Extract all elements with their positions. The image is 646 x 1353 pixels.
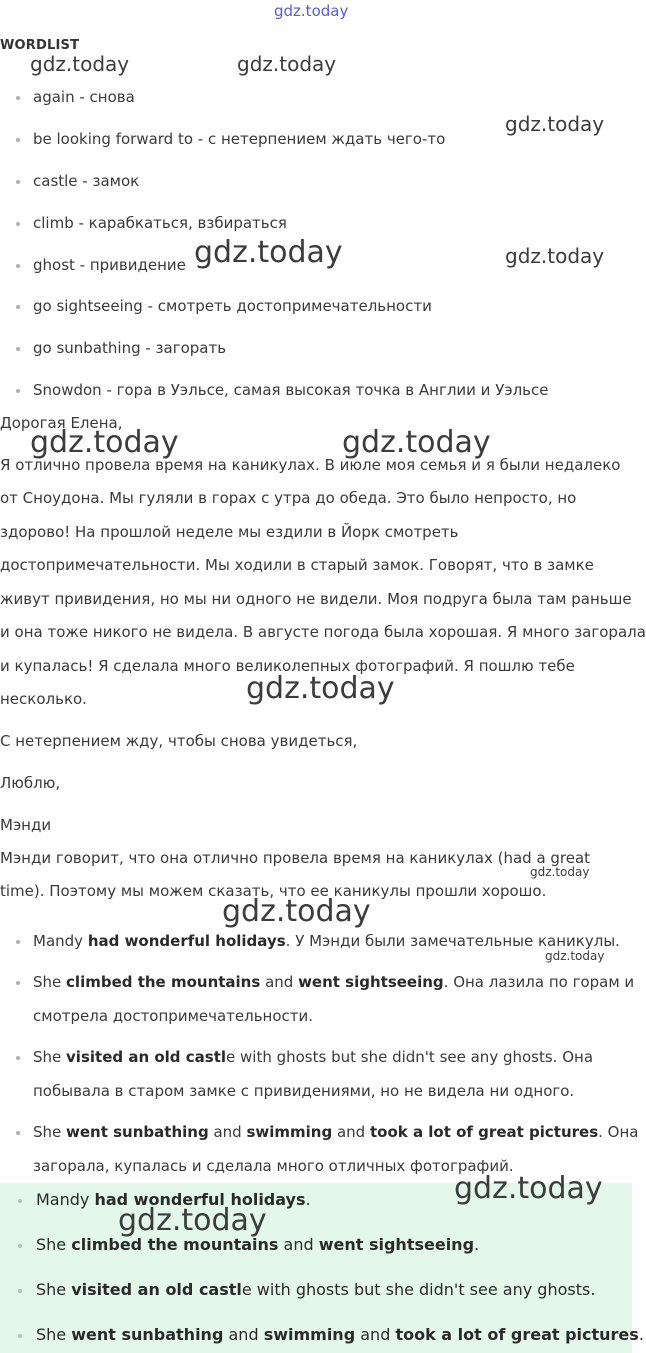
summary-line: загорала, купалась и сделала много отличных фотографий. bbox=[33, 1157, 514, 1175]
watermark: gdz.today bbox=[194, 235, 343, 270]
bullet-icon bbox=[18, 1199, 22, 1203]
letter-line: Дорогая Елена, bbox=[0, 414, 123, 432]
bullet-icon bbox=[16, 347, 20, 351]
bullet-icon bbox=[16, 96, 20, 100]
bullet-icon bbox=[16, 305, 20, 309]
letter-line: Люблю, bbox=[0, 774, 61, 792]
bullet-icon bbox=[16, 940, 20, 944]
watermark: gdz.today bbox=[505, 244, 605, 268]
letter-line: Я отлично провела время на каникулах. В июле моя семья и я были недалеко bbox=[0, 456, 621, 474]
watermark: gdz.today bbox=[530, 865, 590, 879]
watermark: gdz.today bbox=[30, 52, 130, 76]
bullet-icon bbox=[16, 981, 20, 985]
summary-line: She visited an old castle with ghosts but she didn't see any ghosts. Она bbox=[33, 1048, 594, 1066]
letter-line: живут привидения, но мы ни одного не видели. Моя подруга была там раньше bbox=[0, 590, 632, 608]
watermark: gdz.today bbox=[342, 425, 491, 460]
bullet-icon bbox=[16, 389, 20, 393]
bullet-icon bbox=[16, 1056, 20, 1060]
explanation-line: Мэнди говорит, что она отлично провела время на каникулах (had a great bbox=[0, 849, 591, 867]
summary-line: смотрела достопримечательности. bbox=[33, 1007, 314, 1025]
summary-line: побывала в старом замке с привидениями, но не видела ни одного. bbox=[33, 1082, 575, 1100]
bullet-icon bbox=[16, 138, 20, 142]
letter-line: здорово! На прошлой неделе мы ездили в Йорк смотреть bbox=[0, 523, 459, 541]
letter-line: Мэнди bbox=[0, 816, 52, 834]
watermark: gdz.today bbox=[246, 671, 395, 706]
watermark: gdz.today bbox=[545, 949, 605, 963]
letter-line: несколько. bbox=[0, 690, 87, 708]
bullet-icon bbox=[18, 1244, 22, 1248]
watermark: gdz.today bbox=[118, 1203, 267, 1238]
bullet-icon bbox=[16, 1131, 20, 1135]
bullet-icon bbox=[16, 264, 20, 268]
explanation-line: time). Поэтому мы можем сказать, что ее каникулы прошли хорошо. bbox=[0, 882, 547, 900]
summary-line: She climbed the mountains and went sightseeing. Она лазила по горам и bbox=[33, 973, 635, 991]
summary-line: Mandy had wonderful holidays. У Мэнди были замечательные каникулы. bbox=[33, 932, 620, 950]
answer-line: Mandy had wonderful holidays. bbox=[36, 1190, 311, 1209]
answer-line: She climbed the mountains and went sightseeing. bbox=[36, 1235, 480, 1254]
answer-line: She visited an old castle with ghosts but she didn't see any ghosts. bbox=[36, 1280, 596, 1299]
letter-line: от Сноудона. Мы гуляли в горах с утра до обеда. Это было непросто, но bbox=[0, 489, 577, 507]
watermark: gdz.today bbox=[454, 1171, 603, 1206]
watermark: gdz.today bbox=[222, 894, 371, 929]
bullet-icon bbox=[18, 1334, 22, 1338]
watermark: gdz.today bbox=[505, 112, 605, 136]
bullet-icon bbox=[16, 180, 20, 184]
watermark-top: gdz.today bbox=[274, 2, 349, 20]
watermark: gdz.today bbox=[30, 425, 179, 460]
wordlist-heading: WORDLIST bbox=[0, 38, 80, 53]
letter-line: и она тоже никого не видела. В августе погода была хорошая. Я много загорала bbox=[0, 623, 646, 641]
answer-box bbox=[0, 1183, 644, 1353]
answer-line: She went sunbathing and swimming and took a lot of great pictures. bbox=[36, 1325, 644, 1344]
letter-line: и купалась! Я сделала много великолепных фотографий. Я пошлю тебе bbox=[0, 657, 575, 675]
summary-line: She went sunbathing and swimming and took a lot of great pictures. Она bbox=[33, 1123, 639, 1141]
bullet-icon bbox=[16, 222, 20, 226]
bullet-icon bbox=[18, 1289, 22, 1293]
watermark: gdz.today bbox=[237, 52, 337, 76]
letter-line: достопримечательности. Мы ходили в старый замок. Говорят, что в замке bbox=[0, 556, 594, 574]
letter-line: С нетерпением жду, чтобы снова увидеться, bbox=[0, 732, 358, 750]
